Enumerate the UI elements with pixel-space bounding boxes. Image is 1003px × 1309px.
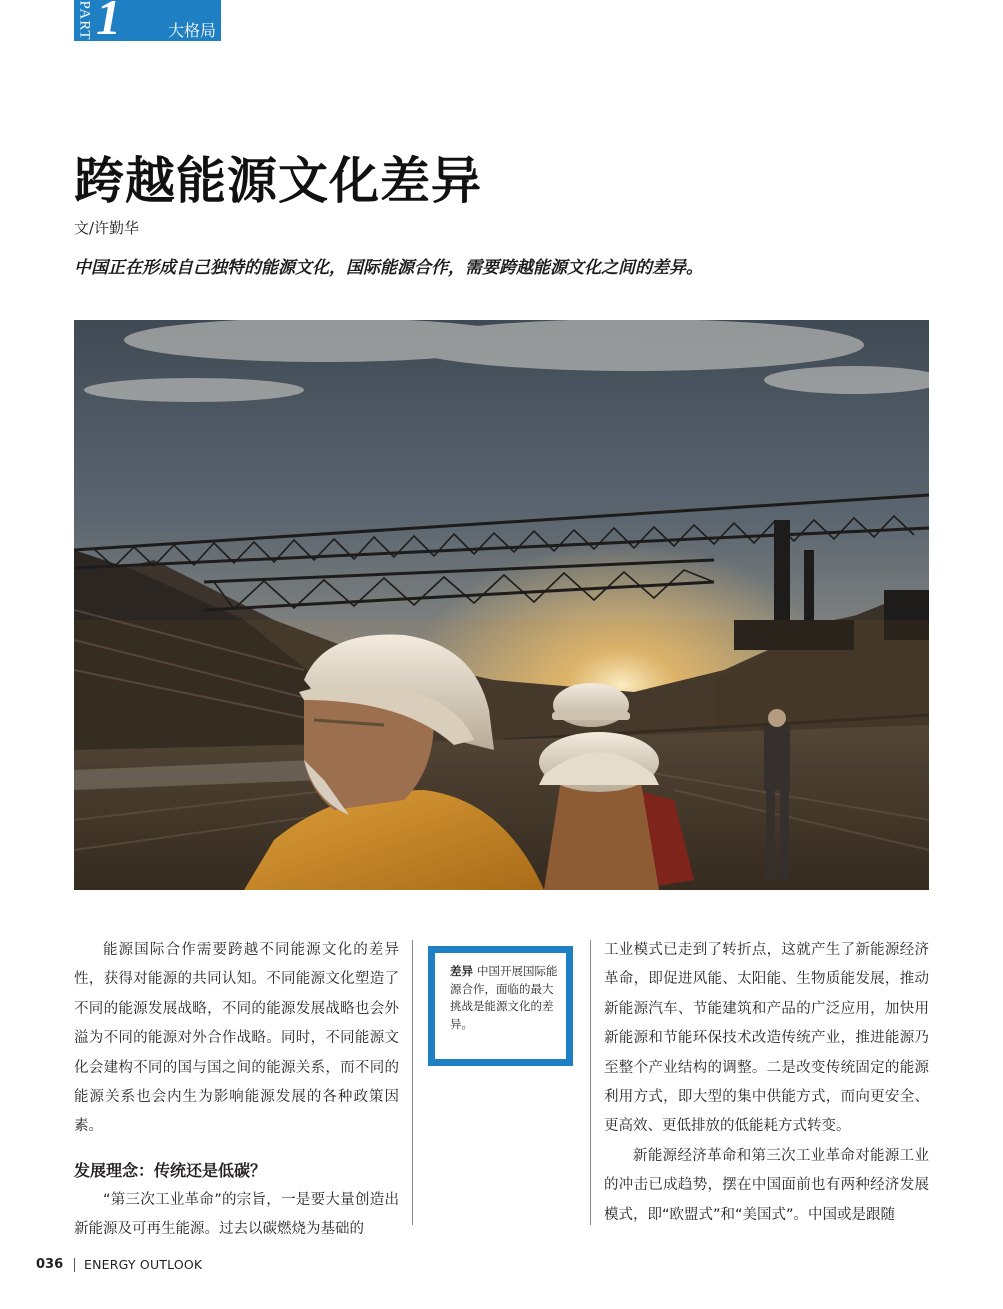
article-photo — [74, 320, 929, 890]
pull-quote-body: 中国开展国际能源合作，面临的最大挑战是能源文化的差异。 — [450, 964, 558, 1031]
page-number: 036 — [36, 1257, 64, 1272]
column-divider — [412, 940, 413, 1225]
part-number: 1 — [96, 0, 121, 45]
pull-quote-head: 差异 — [450, 964, 473, 978]
magazine-name: ENERGY OUTLOOK — [84, 1257, 203, 1272]
section-name: 大格局 — [168, 21, 217, 40]
body-paragraph: “第三次工业革命”的宗旨，一是要大量创造出新能源及可再生能源。过去以碳燃烧为基础的 — [74, 1191, 399, 1238]
column-divider — [590, 940, 591, 1225]
body-paragraph: 能源国际合作需要跨越不同能源文化的差异性，获得对能源的共同认知。不同能源文化塑造了不同的能源发展战略，不同的能源发展战略也会外溢为不同的能源对外合作战略。同时，不同能源文化会建构不同的国与国之间的能源关系，而不同的能源关系也会内生为影响能源发展的各种政策因素。 — [74, 942, 399, 1135]
section-subhead: 发展理念：传统还是低碳？ — [74, 1160, 267, 1180]
footer-divider — [74, 1258, 75, 1272]
pull-quote-text — [450, 963, 560, 1033]
body-paragraph: 工业模式已走到了转折点，这就产生了新能源经济革命，即促进风能、太阳能、生物质能发展，推动新能源汽车、节能建筑和产品的广泛应用，加快用新能源和节能环保技术改造传统产业，推进能源乃至整个产业结构的调整。二是改变传统固定的能源利用方式，即大型的集中供能方式，而向更安全、更高效、更低排放的低能耗方式转变。 — [604, 942, 929, 1135]
article-lede: 中国正在形成自己独特的能源文化，国际能源合作，需要跨越能源文化之间的差异。 — [74, 258, 703, 278]
article-title: 跨越能源文化差异 — [74, 152, 482, 210]
body-column-left — [74, 936, 399, 1245]
part-label: PART — [76, 0, 93, 41]
body-paragraph: 新能源经济革命和第三次工业革命对能源工业的冲击已成趋势，摆在中国面前也有两种经济发展模式，即“欧盟式”和“美国式”。中国或是跟随 — [604, 1147, 929, 1223]
body-column-right — [604, 936, 929, 1230]
article-byline: 文/许勤华 — [74, 219, 140, 237]
pull-quote-box — [428, 946, 573, 1066]
